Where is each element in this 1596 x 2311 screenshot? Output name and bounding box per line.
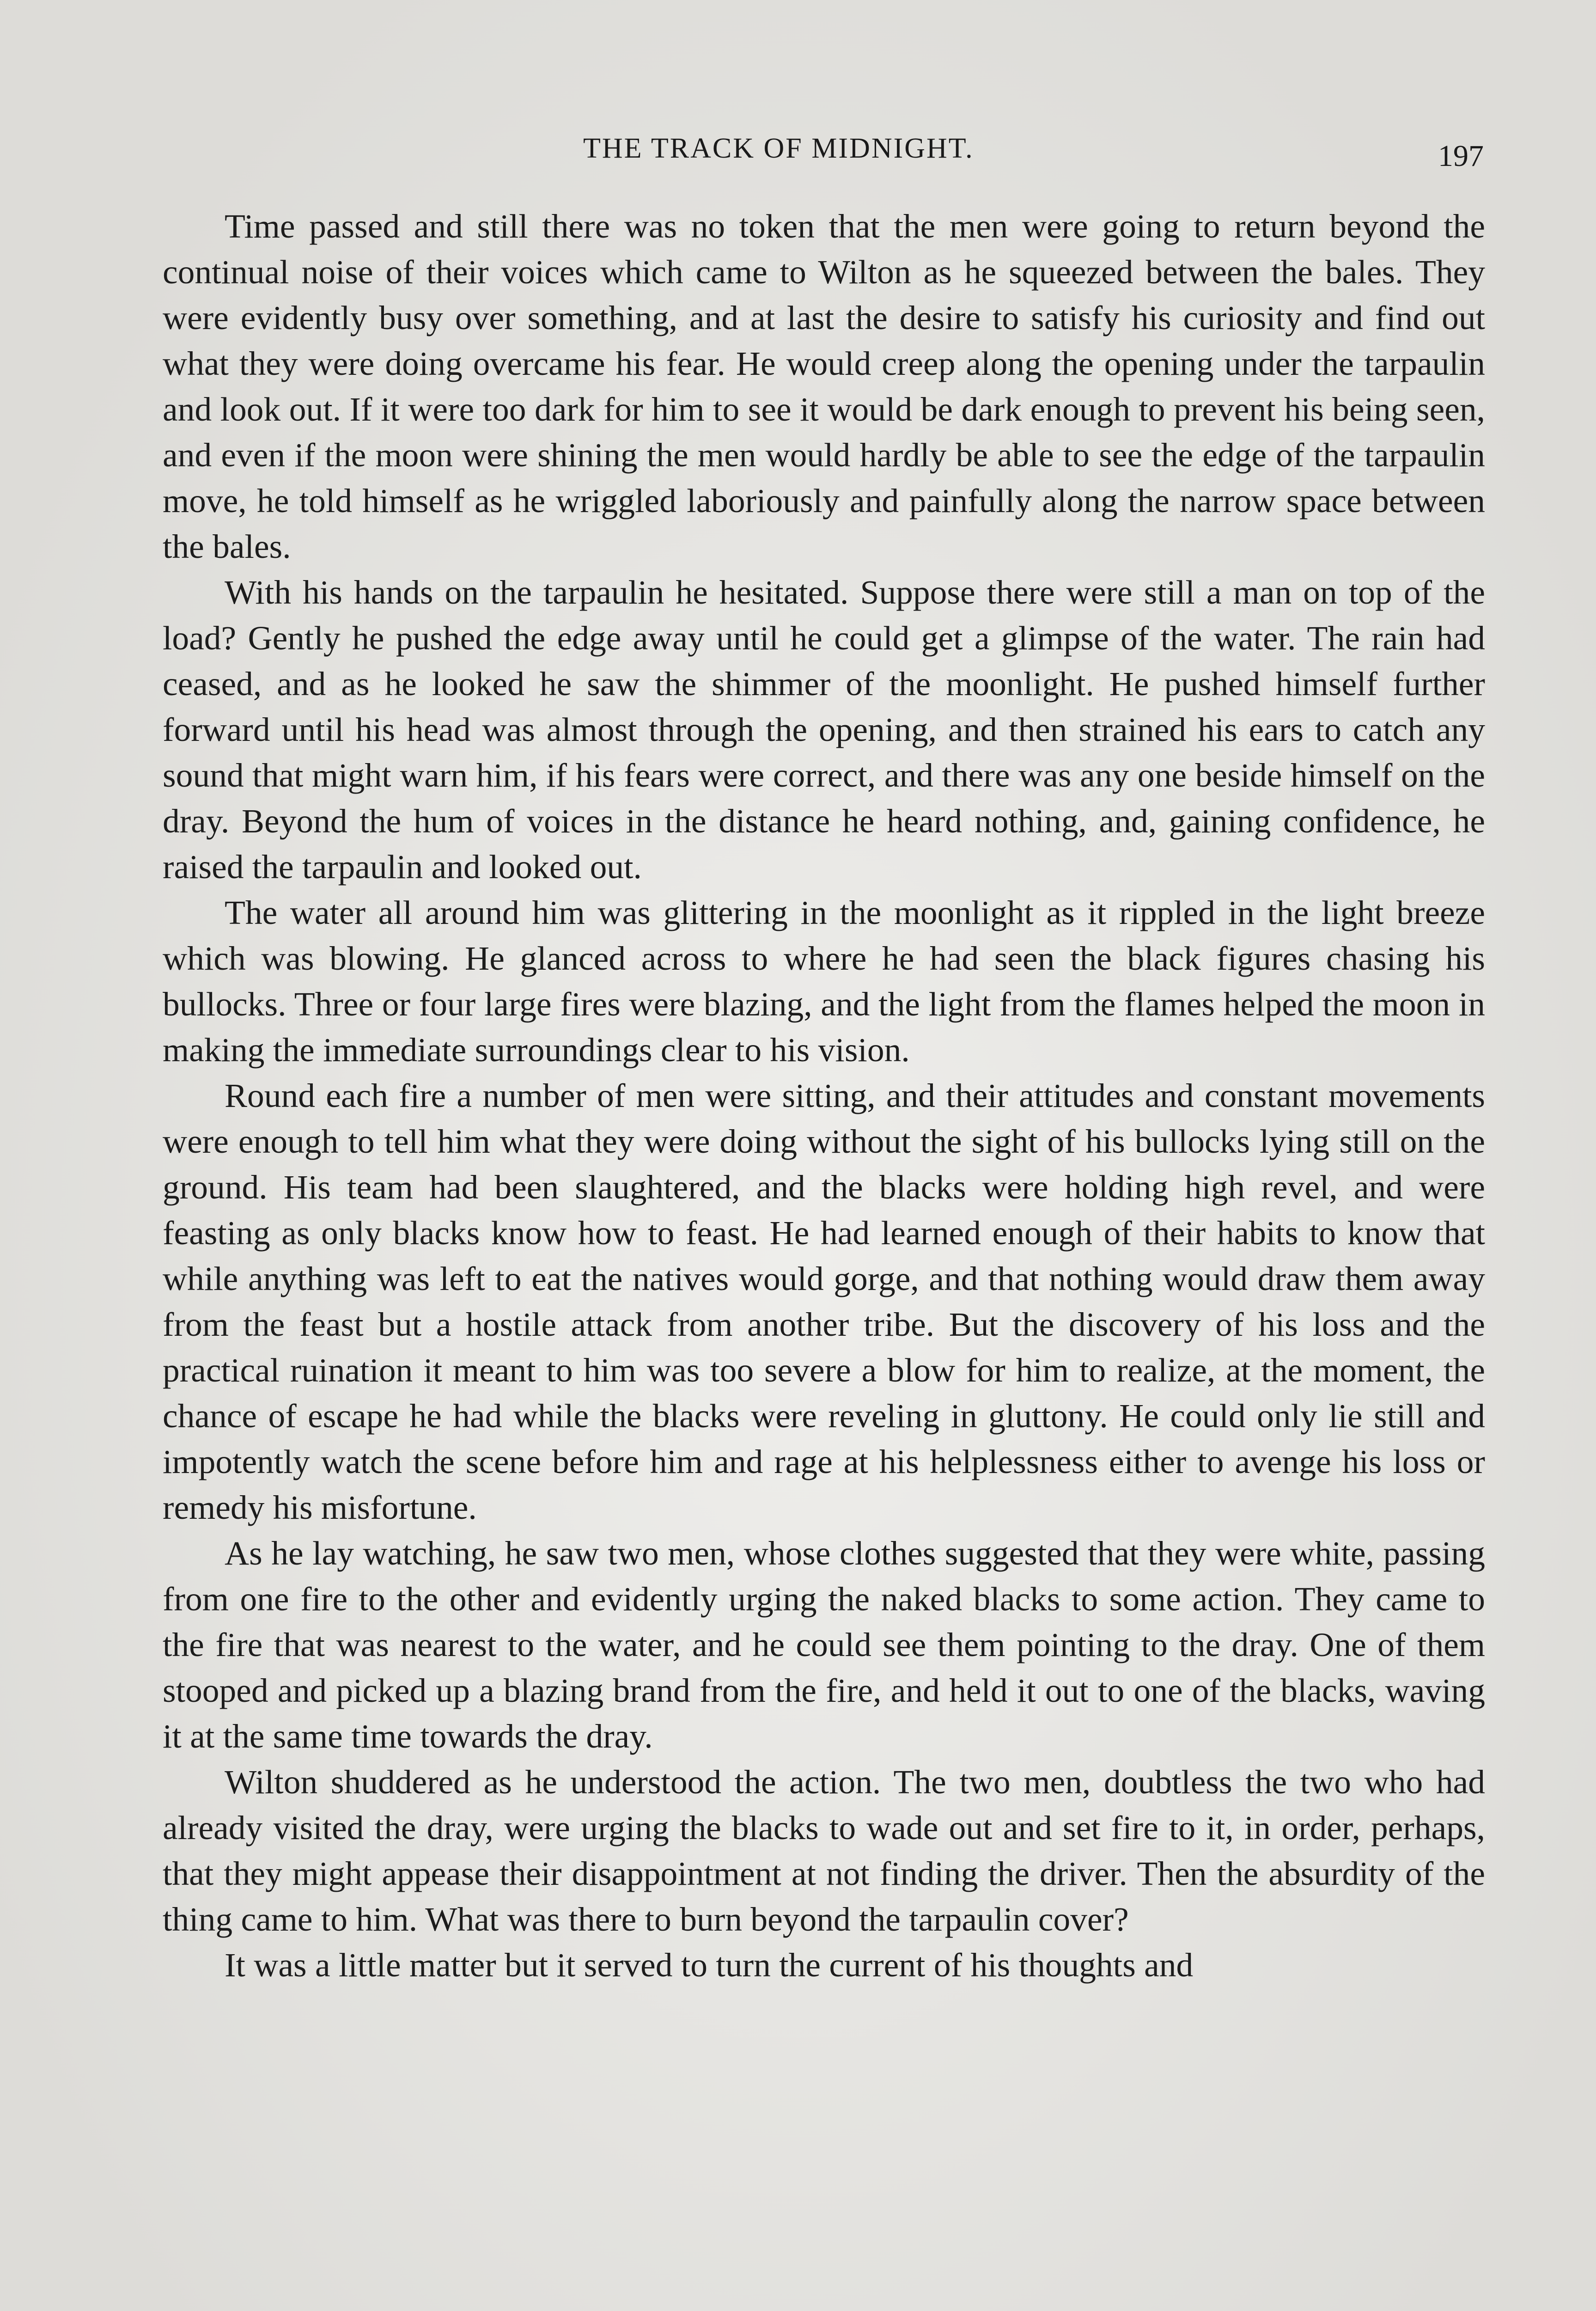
paragraph: The water all around him was glittering in the moonlight as it rippled in the light breeze which was blowing. He glanced across to where he had seen the black figures chasing his bullocks. Three or four large fires were blazing, and the light from the flames helped the moon in making the immediate surroundings clear to his vision. (163, 894, 1485, 1069)
paragraph: Time passed and still there was no token that the men were going to return beyond the continual noise of their voices which came to Wilton as he squeezed between the bales. They were evidently busy over something, and at last the desire to satisfy his curiosity and find out what they were doing overcame his fear. He would creep along the opening under the tarpaulin and look out. If it were too dark for him to see it would be dark enough to prevent his being seen, and even if the moon were shining the men would hardly be able to see the edge of the tarpaulin move, he told himself as he wriggled laboriously and painfully along the narrow space between the bales. (163, 208, 1485, 565)
running-head: THE TRACK OF MIDNIGHT. (583, 133, 974, 164)
paragraph: Round each fire a number of men were sitting, and their attitudes and constant movements were enough to tell him what they were doing without the sight of his bullocks lying still on the ground. His team had been slaughtered, and the blacks were holding high revel, and were feasting as only blacks know how to feast. He had learned enough of their habits to know that while anything was left to eat the natives would gorge, and that nothing would draw them away from the feast but a hostile attack from another tribe. But the discovery of his loss and the practical ruination it meant to him was too severe a blow for him to realize, at the moment, the chance of escape he had while the blacks were reveling in gluttony. He could only lie still and impotently watch the scene before him and rage at his helplessness either to avenge his loss or remedy his misfortune. (163, 1077, 1485, 1526)
body-text (163, 203, 1485, 1988)
paragraph: With his hands on the tarpaulin he hesitated. Suppose there were still a man on top of the load? Gently he pushed the edge away until he could get a glimpse of the water. The rain had ceased, and as he looked he saw the shimmer of the moonlight. He pushed himself further forward until his head was almost through the opening, and then strained his ears to catch any sound that might warn him, if his fears were correct, and there was any one beside himself on the dray. Beyond the hum of voices in the distance he heard nothing, and, gaining confidence, he raised the tarpaulin and looked out. (163, 574, 1485, 886)
paragraph: It was a little matter but it served to turn the current of his thoughts and (225, 1946, 1194, 1984)
page-number: 197 (1438, 139, 1484, 173)
paragraph: As he lay watching, he saw two men, whose clothes suggested that they were white, passing from one fire to the other and evidently urging the naked blacks to some action. They came to the fire that was nearest to the water, and he could see them pointing to the dray. One of them stooped and picked up a blazing brand from the fire, and held it out to one of the blacks, waving it at the same time towards the dray. (163, 1535, 1485, 1755)
paragraph: Wilton shuddered as he understood the action. The two men, doubtless the two who had already visited the dray, were urging the blacks to wade out and set fire to it, in order, perhaps, that they might appease their disappointment at not finding the driver. Then the absurdity of the thing came to him. What was there to burn beyond the tarpaulin cover? (163, 1763, 1485, 1938)
